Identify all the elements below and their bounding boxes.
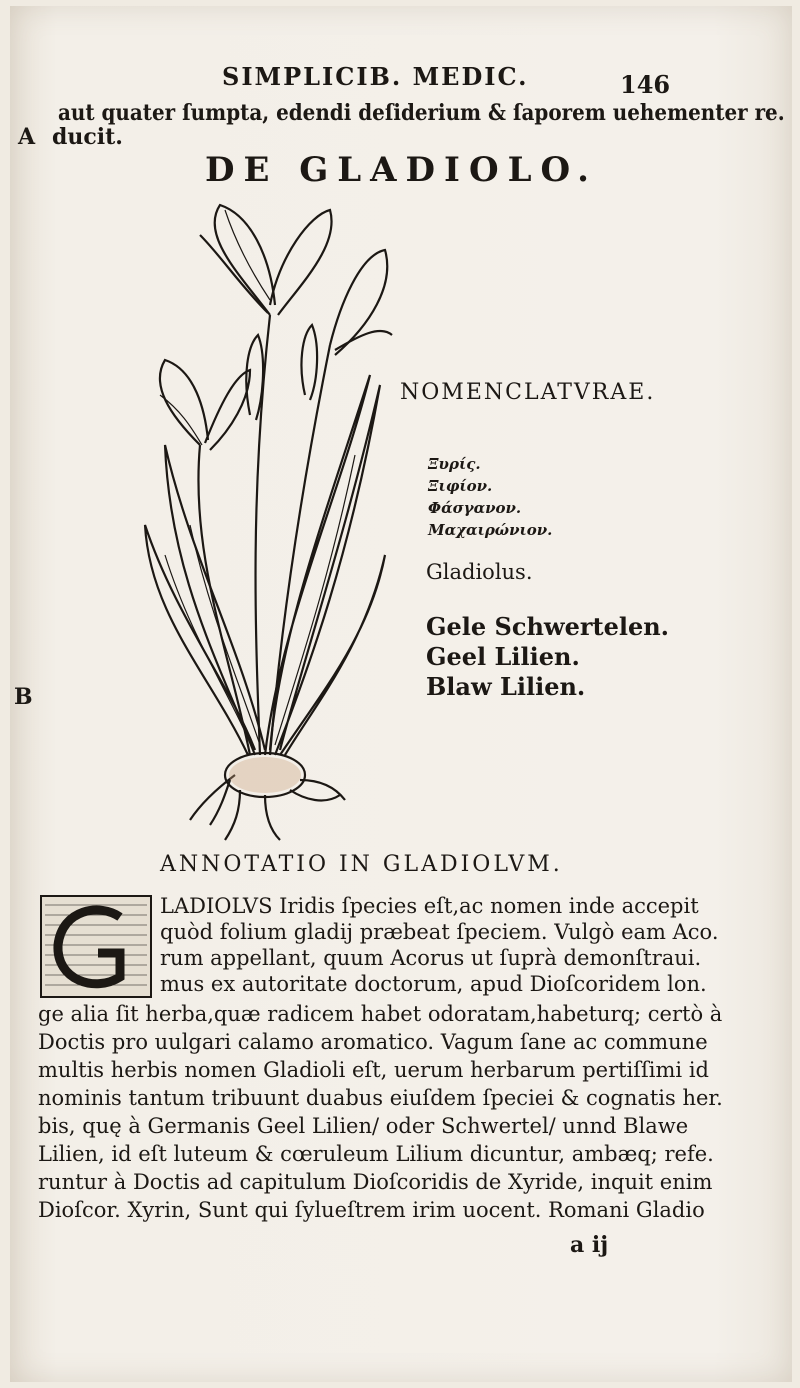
carry-over-line-2: ducit. bbox=[52, 124, 123, 150]
greek-name: Ξυρίς. bbox=[428, 455, 481, 473]
annotation-line: nominis tantum tribuunt duabus eiuſdem ſpeciei & cognatis her. bbox=[38, 1086, 723, 1110]
signature-mark: a ij bbox=[570, 1232, 609, 1258]
margin-letter-a: A bbox=[18, 124, 36, 150]
chapter-title: DE GLADIOLO. bbox=[205, 150, 598, 190]
annotation-line: Dioſcor. Xyrin, Sunt qui ſylueſtrem irim uocent. Romani Gladio bbox=[38, 1198, 705, 1222]
annotation-line: quòd folium gladij præbeat ſpeciem. Vulgò eam Aco. bbox=[160, 920, 719, 944]
annotation-line: multis herbis nomen Gladioli eſt, uerum herbarum pertiſſimi id bbox=[38, 1058, 709, 1082]
annotation-line: runtur à Doctis ad capitulum Dioſcoridis de Xyride, inquit enim bbox=[38, 1170, 713, 1194]
annotation-line: bis, quę à Germanis Geel Lilien/ oder Schwertel/ unnd Blawe bbox=[38, 1114, 689, 1138]
running-head: SIMPLICIB. MEDIC. bbox=[222, 62, 529, 91]
folio-number: 146 bbox=[620, 70, 671, 99]
latin-name: Gladiolus. bbox=[426, 560, 533, 584]
annotation-line: ge alia ſit herba,quæ radicem habet odoratam,habeturq; certò à bbox=[38, 1002, 723, 1026]
greek-name: Μαχαιρώνιον. bbox=[428, 521, 553, 539]
decorated-initial-g bbox=[40, 895, 152, 998]
carry-over-line-1: aut quater ſumpta, edendi deſiderium & ſaporem uehementer re. bbox=[58, 100, 785, 126]
annotation-heading: ANNOTATIO IN GLADIOLVM. bbox=[160, 852, 563, 877]
german-name: Gele Schwertelen. bbox=[426, 612, 670, 641]
annotation-line: LADIOLVS Iridis ſpecies eſt,ac nomen inde accepit bbox=[160, 894, 699, 918]
german-name: Blaw Lilien. bbox=[426, 672, 586, 701]
greek-name: Ξιφίον. bbox=[428, 477, 493, 495]
annotation-line: rum appellant, quum Acorus ut ſuprà demonſtraui. bbox=[160, 946, 702, 970]
margin-letter-b: B bbox=[14, 684, 33, 710]
greek-name: Φάσγανον. bbox=[428, 499, 522, 517]
gladiolus-woodcut-illustration bbox=[130, 195, 400, 849]
nomenclature-heading: NOMENCLATVRAE. bbox=[400, 380, 656, 405]
annotation-line: Lilien, id eſt luteum & cœruleum Lilium dicuntur, ambæq; refe. bbox=[38, 1142, 714, 1166]
annotation-line: mus ex autoritate doctorum, apud Dioſcoridem lon. bbox=[160, 972, 707, 996]
annotation-line: Doctis pro uulgari calamo aromatico. Vagum ſane ac commune bbox=[38, 1030, 708, 1054]
german-name: Geel Lilien. bbox=[426, 642, 580, 671]
